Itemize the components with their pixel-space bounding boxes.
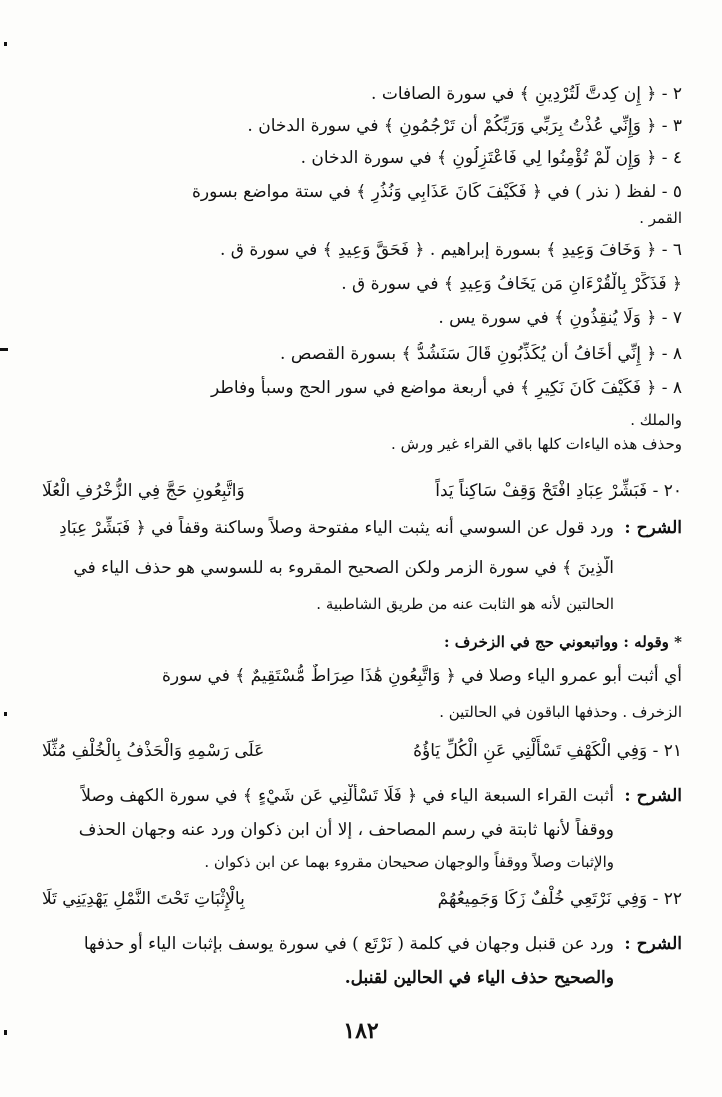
verse-hemistich-left: وَاتَّبِعُونِ حَجَّ فِي الزُّخْرُفِ الْعُلَا <box>42 481 245 501</box>
scan-mark <box>4 42 7 46</box>
note-line: أي أثبت أبو عمرو الياء وصلا في ﴿ وَاتَّبِعُونِ هَٰذَا صِرَاطٌ مُّسْتَقِيمٌ ﴾ في سورة <box>162 666 682 686</box>
sharh-label: الشرح : <box>624 786 682 806</box>
sharh-line: والصحيح حذف الياء في الحالين لقنبل. <box>344 968 614 988</box>
text-line-5b: القمر . <box>639 209 682 227</box>
scan-mark <box>0 348 8 351</box>
text-line-7: ٧ - ﴿ وَلَا يُنقِذُونِ ﴾ في سورة يس . <box>438 308 682 328</box>
sharh-line: الحالتين لأنه هو الثابت عنه من طريق الشاطبية . <box>316 595 614 613</box>
poem-verse-20 <box>42 478 682 504</box>
sharh-line: ورد قول عن السوسي أنه يثبت الياء مفتوحة وصلاً وساكنة وقفاً في ﴿ فَبَشِّرْ عِبَادِ <box>59 518 614 538</box>
sharh-line: ورد عن قنبل وجهان في كلمة ( نَرْتَع ) في سورة يوسف بإثبات الياء أو حذفها <box>83 934 614 954</box>
verse-hemistich-right: ٢٠ - فَبَشِّرْ عِبَادِ افْتَحْ وَقِفْ سَاكِناً يَداً <box>435 481 682 501</box>
text-line-4: ٤ - ﴿ وَإِن لَّمْ تُؤْمِنُوا لِي فَاعْتَزِلُونِ ﴾ في سورة الدخان . <box>300 148 682 168</box>
sharh-line: الَّذِينَ ﴾ في سورة الزمر ولكن الصحيح المقروء به للسوسي هو حذف الياء في <box>73 558 614 578</box>
text-line-2: ٢ - ﴿ إِن كِدتَّ لَتُرْدِينِ ﴾ في سورة الصافات . <box>371 84 682 104</box>
poem-verse-21 <box>42 738 682 764</box>
text-line-3: ٣ - ﴿ وَإِنِّي عُذْتُ بِرَبِّي وَرَبِّكُمْ أَن تَرْجُمُونِ ﴾ في سورة الدخان . <box>247 116 682 136</box>
text-line-8a: ٨ - ﴿ إِنِّي أَخَافُ أَن يُكَذِّبُونِ قَالَ سَنَشُدُّ ﴾ بسورة القصص . <box>280 344 682 364</box>
note-heading: * وقوله : وواتبعوني حج في الزخرف : <box>443 633 682 651</box>
text-line-9: وحذف هذه الياءات كلها باقي القراء غير ورش . <box>391 435 682 453</box>
text-line-8c: والملك . <box>630 411 682 429</box>
text-line-6a: ٦ - ﴿ وَخَافَ وَعِيدِ ﴾ بسورة إبراهيم . ﴿ فَحَقَّ وَعِيدِ ﴾ في سورة ق . <box>220 240 682 260</box>
sharh-label: الشرح : <box>624 934 682 954</box>
scan-mark <box>4 712 7 716</box>
page-number: ١٨٢ <box>343 1018 379 1044</box>
poem-verse-22 <box>42 886 682 912</box>
verse-hemistich-left: بِالْإِثْبَاتِ تَحْتَ النَّمْلِ يَهْدِيَنِي تَلَا <box>42 889 245 909</box>
verse-hemistich-right: ٢١ - وَفِي الْكَهْفِ تَسْأَلْنِي عَنِ الْكُلِّ يَاؤُهُ <box>413 741 682 761</box>
sharh-line: أثبت القراء السبعة الياء في ﴿ فَلَا تَسْأَلْنِي عَن شَيْءٍ ﴾ في سورة الكهف وصلاً <box>81 786 614 806</box>
text-line-8b: ٨ - ﴿ فَكَيْفَ كَانَ نَكِيرِ ﴾ في أربعة مواضع في سور الحج وسبأ وفاطر <box>210 378 682 398</box>
note-line: الزخرف . وحذفها الباقون في الحالتين . <box>439 703 682 721</box>
sharh-label: الشرح : <box>624 518 682 538</box>
text-line-6b: ﴿ فَذَكِّرْ بِالْقُرْءَانِ مَن يَخَافُ وَعِيدِ ﴾ في سورة ق . <box>341 274 682 294</box>
verse-hemistich-left: عَلَى رَسْمِهِ وَالْحَذْفُ بِالْخُلْفِ مُثِّلَا <box>42 741 265 761</box>
sharh-line: والإثبات وصلاً ووقفاً والوجهان صحيحان مقروء بهما عن ابن ذكوان . <box>204 853 614 871</box>
sharh-line: ووقفاً لأنها ثابتة في رسم المصاحف ، إلا أن ابن ذكوان ورد عنه وجهان الحذف <box>78 820 614 840</box>
text-line-5a: ٥ - لفظ ( نذر ) في ﴿ فَكَيْفَ كَانَ عَذَابِي وَنُذُرِ ﴾ في ستة مواضع بسورة <box>191 182 682 202</box>
verse-hemistich-right: ٢٢ - وَفِي نَرْتَعِي خُلْفٌ زَكَا وَجَمِيعُهُمْ <box>437 889 682 909</box>
scan-mark <box>4 1030 7 1035</box>
